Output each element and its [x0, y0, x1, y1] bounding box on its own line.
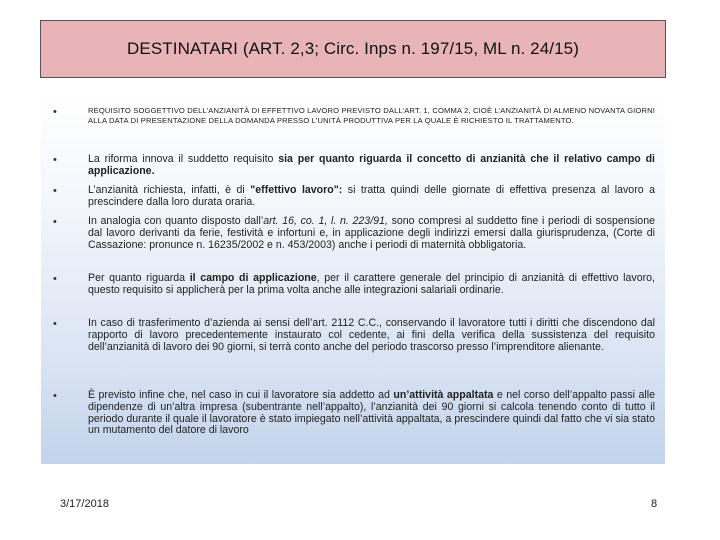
list-item — [53, 185, 655, 209]
list-item — [53, 106, 655, 126]
footer-date: 3/17/2018 — [60, 498, 109, 510]
list-item — [53, 318, 655, 353]
paragraph-campo: Per quanto riguarda il campo di applicazione, per il carattere generale del principio di anzianità di effettivo lavoro, questo requisito si applicherà per la prima volta anche alle integrazioni salariali ordinarie. — [88, 272, 655, 296]
content-panel — [41, 96, 665, 464]
bullet-icon: • — [53, 390, 57, 402]
title-banner — [40, 20, 666, 78]
list-item — [53, 390, 655, 437]
list-item — [53, 273, 655, 297]
bullet-icon: • — [53, 273, 57, 285]
bullet-icon: • — [53, 216, 57, 228]
bullet-icon: • — [53, 185, 57, 197]
bullet-icon: • — [53, 154, 57, 166]
paragraph-analogia: In analogia con quanto disposto dall’art. 16, co. 1, l. n. 223/91, sono compresi al suddetto fine i periodi di sospensione dal lavoro derivanti da ferie, festività e infortuni e, in applicazione degli indirizzi emersi dalla giurisprudenza, (Corte di Cassazione: pronunce n. 16235/2002 e n. 453/2003) anche i periodi di maternità obbligatoria. — [88, 215, 655, 251]
list-item — [53, 216, 655, 251]
paragraph-riforma: La riforma innova il suddetto requisito sia per quanto riguarda il concetto di anzianità che il relativo campo di applicazione. — [88, 153, 655, 177]
bullet-icon: • — [53, 318, 57, 330]
list-item — [53, 154, 655, 178]
paragraph-anzianita: L’anzianità richiesta, infatti, è di "effettivo lavoro": si tratta quindi delle giornate di effettiva presenza al lavoro a prescindere dalla loro durata oraria. — [88, 184, 655, 208]
paragraph-trasferimento: In caso di trasferimento d’azienda ai sensi dell’art. 2112 C.C., conservando il lavoratore tutti i diritti che discendono dal rapporto di lavoro precedentemente instaurato col cedente, ai fini della verifica della sussistenza del requisito dell’anzianità di lavoro dei 90 giorni, si terrà conto anche del periodo trascorso presso l’imprenditore alienante. — [88, 317, 655, 353]
bullet-icon: • — [53, 106, 57, 118]
paragraph-appalto: È previsto infine che, nel caso in cui il lavoratore sia addetto ad un’attività appaltata e nel corso dell’appalto passi alle dipendenze di un’altra impresa (subentrante nell’appalto), l’anzianità dei 90 giorni si calcola tenendo conto di tutto il periodo durante il quale il lavoratore è stato impiegato nell’attività appaltata, a prescindere quindi dal fatto che vi sia stato un mutamento del datore di lavoro — [88, 389, 655, 437]
page-number: 8 — [651, 498, 658, 510]
paragraph-requisito: REQUISITO SOGGETTIVO DELL’ANZIANITÀ DI EFFETTIVO LAVORO PREVISTO DALL’ART. 1, COMMA 2, CIOÈ L’ANZIANITÀ DI ALMENO NOVANTA GIORNI ALLA DATA DI PRESENTAZIONE DELLA DOMANDA PRESSO L’UNITÀ PRODUTTIVA PER LA QUALE È RICHIESTO IL TRATTAMENTO. — [88, 106, 655, 125]
slide-title: DESTINATARI (ART. 2,3; Circ. Inps n. 197/15, ML n. 24/15) — [127, 39, 579, 58]
